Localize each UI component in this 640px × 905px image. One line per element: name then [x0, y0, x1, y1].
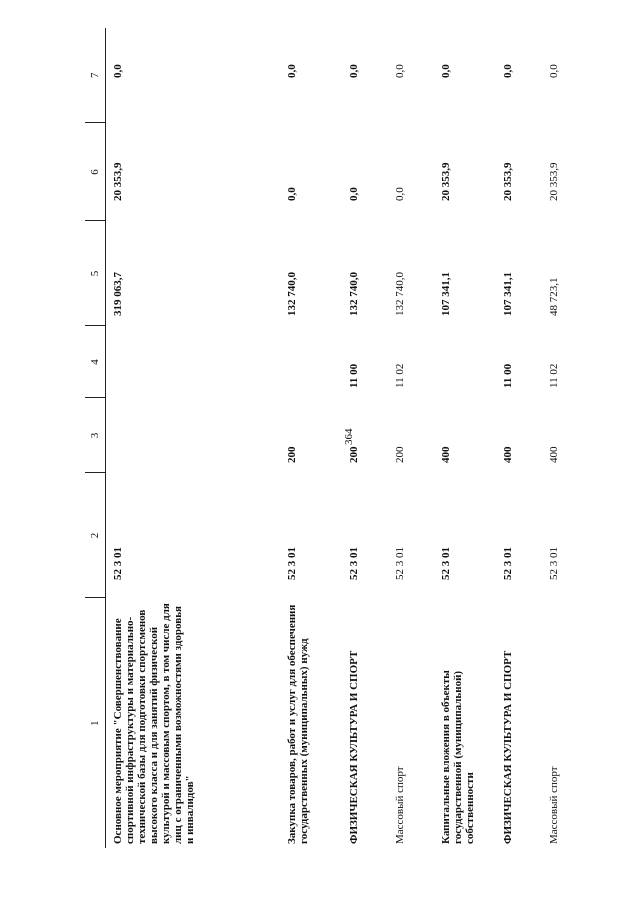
row-name: ФИЗИЧЕСКАЯ КУЛЬТУРА И СПОРТ — [348, 650, 360, 844]
section-code: 11 02 — [394, 363, 406, 388]
section-code: 11 02 — [548, 363, 560, 388]
row-name: Основное мероприятие "Совершенствование спортивной инфраструктуры и материально-технической базы для подготовки спортсменов высокого класса и для занятий физической культурой и массовым спортом, в том числе для лиц с ограниченными возможностями здоровья и инвалидов" — [112, 603, 196, 844]
amount-col6: 20 353,9 — [502, 162, 514, 201]
section-code: 11 00 — [502, 363, 514, 388]
section-code — [106, 326, 273, 398]
amount-col5: 319 063,7 — [112, 272, 124, 316]
amount-col6: 20 353,9 — [112, 162, 124, 201]
rotated-table-container — [85, 28, 560, 848]
column-header-1: 1 — [85, 598, 106, 848]
column-header-4: 4 — [85, 326, 106, 398]
table-row — [488, 28, 534, 848]
amount-col7: 0,0 — [286, 64, 298, 78]
section-code — [272, 326, 334, 398]
table-row — [334, 28, 380, 848]
amount-col6: 0,0 — [394, 187, 406, 201]
target-code: 52 3 01 — [112, 547, 124, 580]
row-name: ФИЗИЧЕСКАЯ КУЛЬТУРА И СПОРТ — [502, 650, 514, 844]
row-name: Массовый спорт — [548, 766, 560, 844]
expense-type: 400 — [548, 446, 560, 463]
amount-col5: 107 341,1 — [502, 272, 514, 316]
column-header-3: 3 — [85, 398, 106, 473]
table-row — [534, 28, 568, 848]
expense-type: 200 — [286, 446, 298, 463]
table-row — [272, 28, 334, 848]
amount-col7: 0,0 — [394, 64, 406, 78]
column-header-7: 7 — [85, 28, 106, 123]
target-code: 52 3 01 — [286, 547, 298, 580]
column-header-6: 6 — [85, 123, 106, 221]
row-name: Закупка товаров, работ и услуг для обеспечения государственных (муниципальных) нужд — [286, 604, 310, 844]
amount-col7: 0,0 — [548, 64, 560, 78]
expense-type: 400 — [502, 446, 514, 463]
amount-col7: 0,0 — [440, 64, 452, 78]
table-row — [380, 28, 426, 848]
amount-col5: 132 740,0 — [348, 272, 360, 316]
amount-col5: 107 341,1 — [440, 272, 452, 316]
expense-type: 200 — [394, 446, 406, 463]
column-header-2: 2 — [85, 473, 106, 598]
amount-col6: 0,0 — [286, 187, 298, 201]
column-number-header — [85, 28, 106, 848]
table-row — [426, 28, 488, 848]
target-code: 52 3 01 — [502, 547, 514, 580]
budget-table — [85, 28, 568, 848]
expense-type: 400 — [440, 446, 452, 463]
section-code: 11 00 — [348, 363, 360, 388]
amount-col7: 0,0 — [502, 64, 514, 78]
row-name: Массовый спорт — [394, 766, 406, 844]
target-code: 52 3 01 — [348, 547, 360, 580]
expense-type: 200 — [348, 446, 360, 463]
amount-col5: 48 723,1 — [548, 277, 560, 316]
column-header-5: 5 — [85, 221, 106, 326]
section-code — [426, 326, 488, 398]
amount-col5: 132 740,0 — [394, 272, 406, 316]
row-name: Капитальные вложения в объекты государственной (муниципальной) собственности — [440, 670, 476, 844]
target-code: 52 3 01 — [548, 547, 560, 580]
amount-col5: 132 740,0 — [286, 272, 298, 316]
table-row — [106, 28, 273, 848]
expense-type — [106, 398, 273, 473]
amount-col6: 20 353,9 — [440, 162, 452, 201]
amount-col6: 20 353,9 — [548, 162, 560, 201]
amount-col6: 0,0 — [348, 187, 360, 201]
target-code: 52 3 01 — [440, 547, 452, 580]
target-code: 52 3 01 — [394, 547, 406, 580]
amount-col7: 0,0 — [348, 64, 360, 78]
page-number: 364 — [343, 428, 355, 445]
amount-col7: 0,0 — [112, 64, 124, 78]
